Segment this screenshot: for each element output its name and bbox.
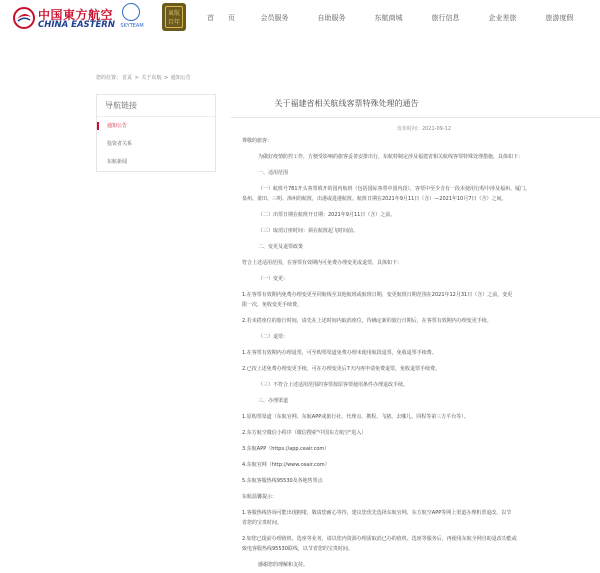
tip-line: 省您的宝贵时间。 — [242, 520, 283, 526]
breadcrumb-separator: > — [162, 75, 170, 81]
article-title: 关于福建省相关航线客票特殊处理的通告 — [274, 99, 419, 108]
nav-item-mall[interactable]: 东航商城 — [374, 14, 403, 22]
sidebar-item-notices[interactable]: 通知公告 — [97, 117, 215, 135]
logo-english-text[interactable]: CHINA EASTERN — [38, 20, 115, 30]
body-line: 1.在客票有效期内免费办理变更至同航线至其他航班或航班日期，变更航班日期范围在2021年12月31日（含）之前，变更 — [242, 292, 513, 298]
body-line: 2.已按上述免费办理变更手续，可在办理变更后7天内再申请免费退票，免收退票手续费。 — [242, 366, 440, 372]
closing-line: 感谢您的理解和支持。 — [258, 562, 309, 568]
nav-item-business-travel[interactable]: 企业差旅 — [488, 14, 517, 22]
tip-line: 2.如您已提前办理值机、选座等业务，请以您内资源办理需取消已办的值机、选座等服务后，再使用东航全网自助退改功能或 — [242, 536, 517, 542]
tip-line: 致电客服热线95530联线，以节省您的宝贵时间。 — [242, 546, 353, 552]
nav-item-travel-info[interactable]: 旅行信息 — [431, 14, 460, 22]
intro-paragraph: 为做好疫情防控工作，方便受影响的旅客妥善安排出行，东航特制定涉及福建省相关航线客票特殊处理措施，具体如下： — [258, 154, 524, 160]
china-eastern-logo-icon[interactable] — [12, 6, 36, 30]
nav-item-member-services[interactable]: 会员服务 — [260, 14, 289, 22]
centennial-badge-icon: 東航 百年 — [162, 3, 186, 31]
sub-heading: （二）退票： — [258, 334, 289, 340]
section-heading: 二、变更及退票政策 — [258, 244, 304, 250]
body-line: 符合上述适用范围，在客票有效期内可免费办理变更或退票，具体如下： — [242, 260, 403, 266]
body-line: （三）取消订座时间：须在航班起飞时间前。 — [258, 228, 359, 234]
nav-item-vacation[interactable]: 旅游度假 — [545, 14, 574, 22]
body-line: （一）航班号781开头客票填开的国内航班（包括国际客票中国内段），客票中至少含有一段未使用行程中涉及福州、厦门、 — [258, 186, 531, 192]
sidebar-title: 导航链接 — [97, 95, 215, 117]
site-header — [0, 0, 600, 36]
section-heading: 三、办理渠道 — [258, 398, 289, 404]
body-line: 1.在客票有效期内办理退票，可至购票渠道免费办理未使用航段退票，免收退票手续费。 — [242, 350, 437, 356]
skyteam-logo-icon: SKYTEAM — [120, 3, 142, 31]
breadcrumb — [96, 74, 192, 81]
article — [231, 94, 600, 132]
channel-line: 4.东航官网（http://www.ceair.com） — [242, 462, 330, 468]
channel-line: 1.原购票渠道（东航官网、东航APP或旅行社、代理点、携程、飞猪、去哪儿、同程等第三方平台等）。 — [242, 414, 469, 420]
body-line: 限一次，免收变更手续费。 — [242, 302, 303, 308]
breadcrumb-separator: > — [133, 75, 141, 81]
section-heading: 一、适用范围 — [258, 170, 289, 176]
nav-item-self-service[interactable]: 自助服务 — [317, 14, 346, 22]
body-line: （三）不符合上述适用范围的客票按原客票使用条件办理退改手续。 — [258, 382, 409, 388]
body-line: 2.若未搭座位的旅行时间，请先在上述时间内取消座位，待确定新的旅行日期后，在客票有效期内办理变更手续。 — [242, 318, 492, 324]
title-divider — [231, 117, 600, 118]
tip-heading: 东航温馨提示： — [242, 494, 278, 500]
channel-line: 5.东航客服热线95530及各地售票点 — [242, 478, 323, 484]
body-line: 泉州、莆田、三明、漳州的航班，出港或进港航班。航班日期在2021年9月11日（含）—2021年10月7日（含）之间。 — [242, 196, 507, 202]
greeting: 尊敬的旅客： — [242, 138, 273, 144]
sub-heading: （一）变更： — [258, 276, 289, 282]
tip-line: 1.客服热线咨询可能出现拥堵，敬请您耐心等待，建议您优先选择东航官网、东方航空APP等网上渠道办理机票退改，以节 — [242, 510, 512, 516]
body-line: （二）出票日期在航班开日期：2021年9月11日（含）之前。 — [258, 212, 396, 218]
sidebar-nav — [96, 94, 216, 172]
logo-chinese-text[interactable]: 中国東方航空 — [38, 8, 114, 22]
sidebar-item-news[interactable]: 东航新闻 — [107, 159, 128, 165]
channel-line: 2.东方航空微信小程序（微信搜索"中国东方航空"进入） — [242, 430, 367, 436]
breadcrumb-prefix: 您的位置： — [96, 75, 122, 81]
breadcrumb-notices-link[interactable]: 通知公告 — [170, 75, 191, 81]
nav-item-home[interactable]: 首 页 — [207, 14, 235, 22]
channel-line: 3.东航APP（https://app.ceair.com） — [242, 446, 330, 452]
breadcrumb-about-link[interactable]: 关于东航 — [141, 75, 162, 81]
breadcrumb-home-link[interactable]: 首页 — [122, 75, 133, 81]
publish-date: 发布时间：2021-09-12 — [396, 126, 451, 132]
main-nav — [196, 0, 588, 36]
sidebar-item-investor-relations[interactable]: 投资者关系 — [107, 141, 133, 147]
